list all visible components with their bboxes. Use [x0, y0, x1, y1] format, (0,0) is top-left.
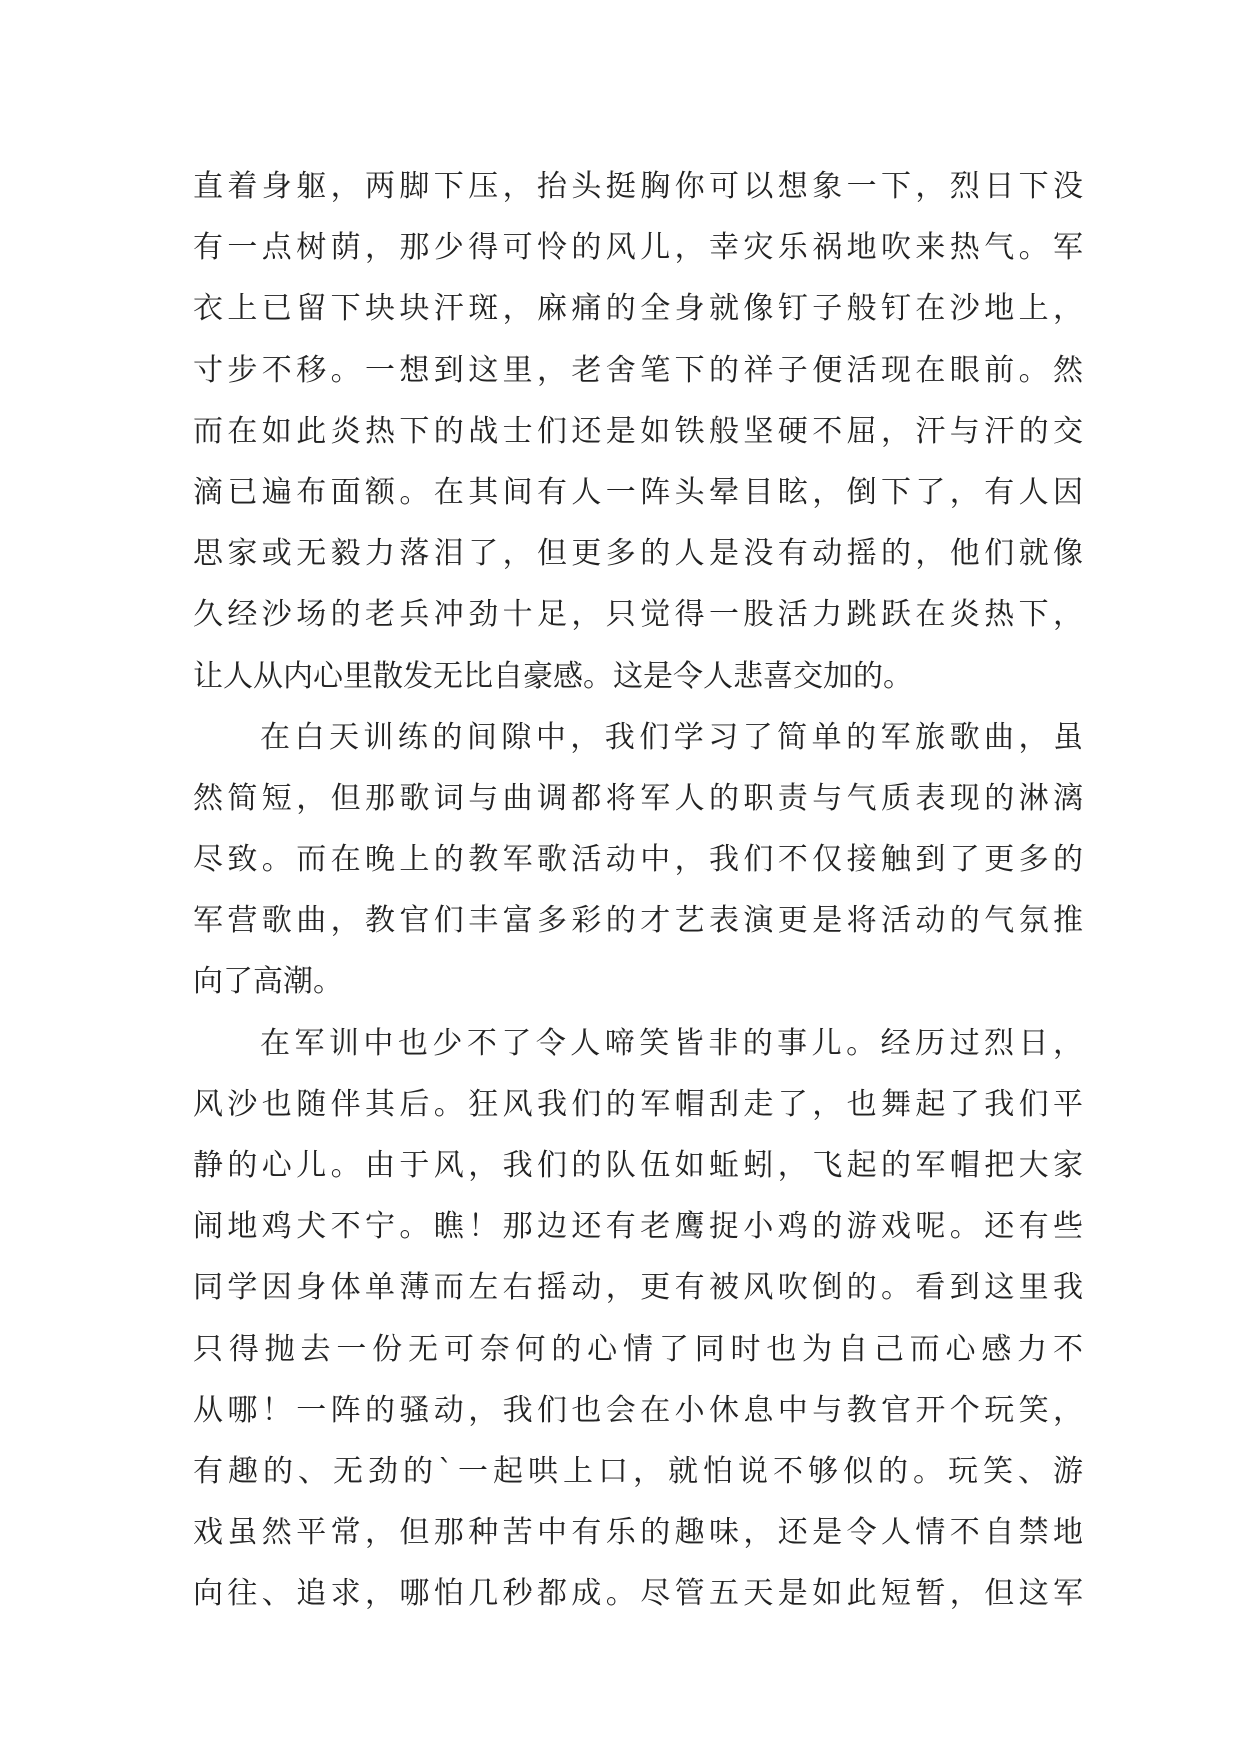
text-line: 衣上已留下块块汗斑，麻痛的全身就像钉子般钉在沙地上， — [193, 291, 1083, 327]
text-line: 在军训中也少不了令人啼笑皆非的事儿。经历过烈日， — [260, 1025, 1083, 1061]
text-line: 寸步不移。一想到这里，老舍笔下的祥子便活现在眼前。然 — [193, 352, 1083, 388]
body-text — [193, 156, 1083, 1625]
text-line: 而在如此炎热下的战士们还是如铁般坚硬不屈，汗与汗的交 — [193, 413, 1083, 449]
text-line: 思家或无毅力落泪了，但更多的人是没有动摇的，他们就像 — [193, 536, 1083, 572]
text-line: 有趣的、无劲的`一起哄上口，就怕说不够似的。玩笑、游 — [193, 1453, 1083, 1489]
text-line: 军营歌曲，教官们丰富多彩的才艺表演更是将活动的气氛推 — [193, 903, 1083, 939]
text-line: 只得抛去一份无可奈何的心情了同时也为自己而心感力不 — [193, 1331, 1083, 1367]
text-line: 然简短，但那歌词与曲调都将军人的职责与气质表现的淋漓 — [193, 780, 1083, 816]
text-line: 向了高潮。 — [193, 964, 343, 1000]
text-line: 闹地鸡犬不宁。瞧！那边还有老鹰捉小鸡的游戏呢。还有些 — [193, 1209, 1083, 1245]
text-line: 在白天训练的间隙中，我们学习了简单的军旅歌曲，虽 — [260, 719, 1083, 755]
text-line: 让人从内心里散发无比自豪感。这是令人悲喜交加的。 — [193, 658, 913, 694]
text-line: 静的心儿。由于风，我们的队伍如蚯蚓，飞起的军帽把大家 — [193, 1148, 1083, 1183]
text-line: 同学因身体单薄而左右摇动，更有被风吹倒的。看到这里我 — [193, 1270, 1083, 1306]
text-line: 久经沙场的老兵冲劲十足，只觉得一股活力跳跃在炎热下， — [193, 597, 1083, 633]
text-line: 向往、追求，哪怕几秒都成。尽管五天是如此短暂，但这军 — [193, 1576, 1083, 1612]
text-line: 有一点树荫，那少得可怜的风儿，幸灾乐祸地吹来热气。军 — [193, 230, 1083, 266]
text-line: 风沙也随伴其后。狂风我们的军帽刮走了，也舞起了我们平 — [193, 1086, 1083, 1122]
text-line: 尽致。而在晚上的教军歌活动中，我们不仅接触到了更多的 — [193, 842, 1083, 878]
text-line: 戏虽然平常，但那种苦中有乐的趣味，还是令人情不自禁地 — [193, 1515, 1083, 1551]
text-line: 直着身躯，两脚下压，抬头挺胸你可以想象一下，烈日下没 — [193, 169, 1083, 204]
text-line: 从哪！一阵的骚动，我们也会在小休息中与教官开个玩笑， — [193, 1392, 1083, 1428]
text-line: 滴已遍布面额。在其间有人一阵头晕目眩，倒下了，有人因 — [193, 474, 1083, 510]
